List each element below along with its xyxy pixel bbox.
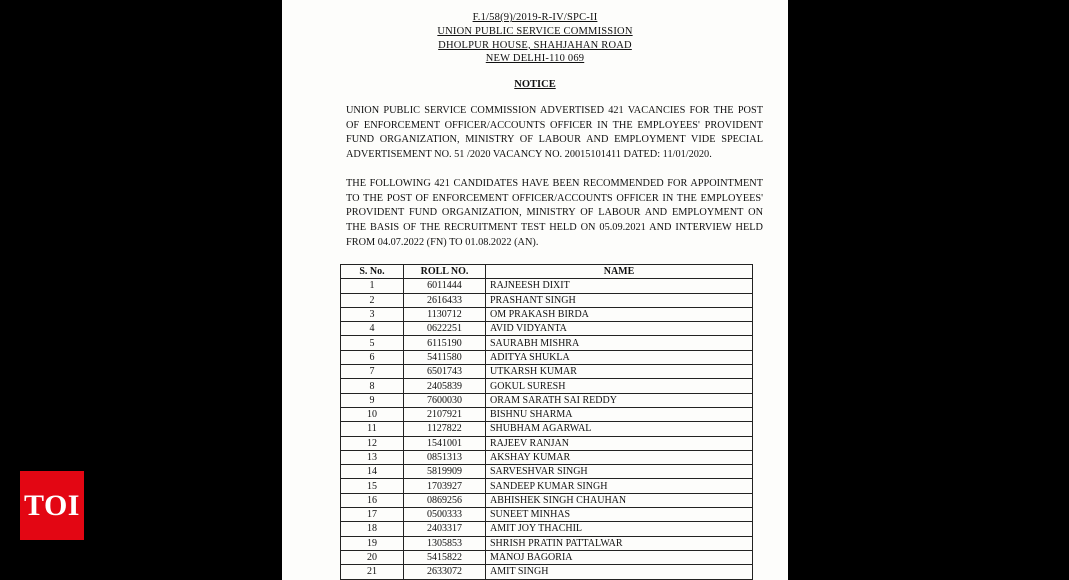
table-header-row bbox=[341, 265, 753, 279]
table-row bbox=[341, 379, 753, 393]
table-row bbox=[341, 407, 753, 421]
roll-number-cell: 2107921 bbox=[404, 407, 486, 421]
serial-number-cell: 17 bbox=[341, 508, 404, 522]
roll-number-cell: 1127822 bbox=[404, 422, 486, 436]
table-row bbox=[341, 293, 753, 307]
organization-name: UNION PUBLIC SERVICE COMMISSION bbox=[437, 26, 633, 37]
serial-number-cell: 6 bbox=[341, 350, 404, 364]
file-number: F.1/58(9)/2019-R-IV/SPC-II bbox=[472, 12, 598, 23]
serial-number-cell: 14 bbox=[341, 465, 404, 479]
roll-number-cell: 0622251 bbox=[404, 322, 486, 336]
candidate-name-cell: SHUBHAM AGARWAL bbox=[486, 422, 753, 436]
toi-logo bbox=[20, 471, 84, 540]
table-row bbox=[341, 450, 753, 464]
candidate-name-cell: SAURABH MISHRA bbox=[486, 336, 753, 350]
candidate-name-cell: ADITYA SHUKLA bbox=[486, 350, 753, 364]
roll-number-cell: 2405839 bbox=[404, 379, 486, 393]
roll-number-cell: 2403317 bbox=[404, 522, 486, 536]
candidate-name-cell: SUNEET MINHAS bbox=[486, 508, 753, 522]
candidate-name-cell: SANDEEP KUMAR SINGH bbox=[486, 479, 753, 493]
table-row bbox=[341, 422, 753, 436]
serial-number-cell: 10 bbox=[341, 407, 404, 421]
candidate-name-cell: AMIT JOY THACHIL bbox=[486, 522, 753, 536]
roll-number-cell: 5411580 bbox=[404, 350, 486, 364]
table-row bbox=[341, 565, 753, 579]
header-name: NAME bbox=[486, 265, 753, 279]
roll-number-cell: 5819909 bbox=[404, 465, 486, 479]
table-row bbox=[341, 522, 753, 536]
serial-number-cell: 4 bbox=[341, 322, 404, 336]
candidate-name-cell: UTKARSH KUMAR bbox=[486, 365, 753, 379]
candidate-name-cell: AMIT SINGH bbox=[486, 565, 753, 579]
serial-number-cell: 11 bbox=[341, 422, 404, 436]
serial-number-cell: 15 bbox=[341, 479, 404, 493]
serial-number-cell: 12 bbox=[341, 436, 404, 450]
table-row bbox=[341, 322, 753, 336]
table-row bbox=[341, 279, 753, 293]
candidate-name-cell: ORAM SARATH SAI REDDY bbox=[486, 393, 753, 407]
notice-paragraph-2: THE FOLLOWING 421 CANDIDATES HAVE BEEN RECOMMENDED FOR APPOINTMENT TO THE POST OF ENFORCEMENT OFFICER/ACCOUNTS OFFICER IN THE EMPLOYEES' PROVIDENT FUND ORGANIZATION, MINISTRY OF LABOUR AND EMPLOYMENT ON THE BASIS OF THE RECRUITMENT TEST HELD ON 05.09.2021 AND INTERVIEW HELD FROM 04.07.2022 (FN) TO 01.08.2022 (AN). bbox=[346, 178, 763, 248]
roll-number-cell: 5415822 bbox=[404, 550, 486, 564]
toi-logo-text: TOI bbox=[24, 488, 80, 522]
roll-number-cell: 1541001 bbox=[404, 436, 486, 450]
roll-number-cell: 7600030 bbox=[404, 393, 486, 407]
serial-number-cell: 3 bbox=[341, 307, 404, 321]
candidate-name-cell: SARVESHVAR SINGH bbox=[486, 465, 753, 479]
roll-number-cell: 2633072 bbox=[404, 565, 486, 579]
table-row bbox=[341, 336, 753, 350]
serial-number-cell: 16 bbox=[341, 493, 404, 507]
table-row bbox=[341, 365, 753, 379]
roll-number-cell: 6011444 bbox=[404, 279, 486, 293]
table-row bbox=[341, 350, 753, 364]
roll-number-cell: 1130712 bbox=[404, 307, 486, 321]
candidate-name-cell: AKSHAY KUMAR bbox=[486, 450, 753, 464]
serial-number-cell: 20 bbox=[341, 550, 404, 564]
table-row bbox=[341, 550, 753, 564]
candidate-name-cell: RAJEEV RANJAN bbox=[486, 436, 753, 450]
candidate-name-cell: BISHNU SHARMA bbox=[486, 407, 753, 421]
table-row bbox=[341, 536, 753, 550]
serial-number-cell: 7 bbox=[341, 365, 404, 379]
candidate-name-cell: RAJNEESH DIXIT bbox=[486, 279, 753, 293]
header-roll-no: ROLL NO. bbox=[404, 265, 486, 279]
candidate-name-cell: PRASHANT SINGH bbox=[486, 293, 753, 307]
roll-number-cell: 1703927 bbox=[404, 479, 486, 493]
candidate-name-cell: MANOJ BAGORIA bbox=[486, 550, 753, 564]
header-sno: S. No. bbox=[341, 265, 404, 279]
roll-number-cell: 0500333 bbox=[404, 508, 486, 522]
candidate-name-cell: AVID VIDYANTA bbox=[486, 322, 753, 336]
notice-document bbox=[282, 0, 788, 580]
serial-number-cell: 5 bbox=[341, 336, 404, 350]
notice-paragraph-1: UNION PUBLIC SERVICE COMMISSION ADVERTISED 421 VACANCIES FOR THE POST OF ENFORCEMENT OFFICER/ACCOUNTS OFFICER IN THE EMPLOYEES' PROVIDENT FUND ORGANIZATION, MINISTRY OF LABOUR AND EMPLOYMENT VIDE SPECIAL ADVERTISEMENT NO. 51 /2020 VACANCY NO. 20015101411 DATED: 11/01/2020. bbox=[346, 105, 763, 161]
table-row bbox=[341, 508, 753, 522]
roll-number-cell: 6501743 bbox=[404, 365, 486, 379]
serial-number-cell: 2 bbox=[341, 293, 404, 307]
serial-number-cell: 18 bbox=[341, 522, 404, 536]
table-row bbox=[341, 307, 753, 321]
table-row bbox=[341, 436, 753, 450]
serial-number-cell: 9 bbox=[341, 393, 404, 407]
address-line-2: NEW DELHI-110 069 bbox=[485, 53, 585, 64]
address-line-1: DHOLPUR HOUSE, SHAHJAHAN ROAD bbox=[438, 40, 632, 51]
table-row bbox=[341, 465, 753, 479]
candidate-name-cell: OM PRAKASH BIRDA bbox=[486, 307, 753, 321]
serial-number-cell: 13 bbox=[341, 450, 404, 464]
roll-number-cell: 6115190 bbox=[404, 336, 486, 350]
roll-number-cell: 2616433 bbox=[404, 293, 486, 307]
table-row bbox=[341, 479, 753, 493]
serial-number-cell: 8 bbox=[341, 379, 404, 393]
serial-number-cell: 19 bbox=[341, 536, 404, 550]
candidate-name-cell: ABHISHEK SINGH CHAUHAN bbox=[486, 493, 753, 507]
candidate-name-cell: GOKUL SURESH bbox=[486, 379, 753, 393]
roll-number-cell: 1305853 bbox=[404, 536, 486, 550]
roll-number-cell: 0851313 bbox=[404, 450, 486, 464]
table-row bbox=[341, 493, 753, 507]
serial-number-cell: 1 bbox=[341, 279, 404, 293]
candidate-name-cell: SHRISH PRATIN PATTALWAR bbox=[486, 536, 753, 550]
serial-number-cell: 21 bbox=[341, 565, 404, 579]
candidates-table bbox=[340, 264, 753, 580]
notice-title: NOTICE bbox=[514, 79, 556, 90]
table-row bbox=[341, 393, 753, 407]
roll-number-cell: 0869256 bbox=[404, 493, 486, 507]
